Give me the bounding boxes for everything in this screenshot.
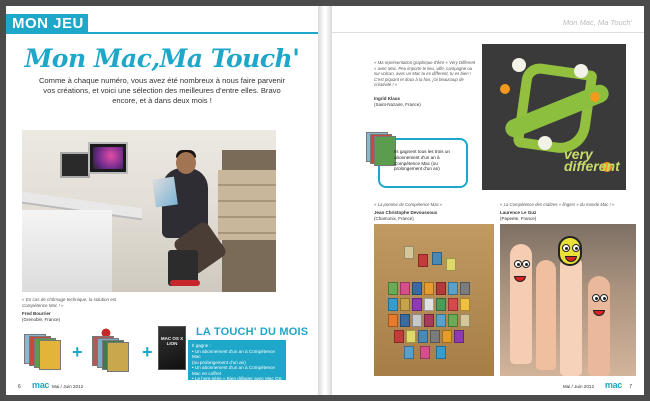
- issue-date: Mai / Juin 2012: [562, 384, 594, 389]
- yellow-cartoon-face: [558, 236, 582, 266]
- finger: [560, 254, 582, 376]
- boxes: [218, 170, 276, 240]
- prize-box: [188, 340, 286, 387]
- main-credit-name: Fred Bourrier: [22, 311, 51, 316]
- art-text-line: very: [564, 146, 593, 162]
- drawn-eye: [592, 294, 600, 302]
- credit-place-3: (Papeete, France): [500, 216, 537, 221]
- magazine-logo: mac: [604, 380, 622, 390]
- section-tab: MON JEU: [6, 14, 88, 34]
- section-rule: [88, 32, 318, 34]
- prize-item: • Un abonnement d'un an à Compétence Mac: [192, 348, 275, 359]
- plus-sign-2: +: [142, 342, 153, 362]
- reader-head: [176, 152, 196, 174]
- prize-title: LA TOUCH' DU MOIS: [196, 326, 309, 338]
- held-magazine: [152, 177, 178, 208]
- art-text-line: different: [564, 158, 620, 174]
- art-text: [564, 148, 620, 172]
- left-page: [6, 6, 318, 395]
- prize-item: • Un abonnement d'un an à Compétence Mac en coffret: [192, 365, 275, 376]
- very-different-artwork: [482, 44, 626, 190]
- page-title: Mon Mac,Ma Touch': [24, 44, 300, 73]
- art-orange-dot: [500, 84, 510, 94]
- quote-3: « La Compétence des maîtres « fingers » du monde Mac ! »: [500, 202, 615, 207]
- plus-sign-1: +: [72, 342, 83, 362]
- art-flower: [574, 64, 588, 78]
- magazine-stack-1: [24, 332, 64, 370]
- running-head: Mon Mac, Ma Touch': [562, 18, 632, 27]
- page-number: 7: [629, 384, 632, 390]
- magazine-stack-2: [92, 332, 132, 370]
- chair-base: [170, 280, 200, 286]
- lion-book-cover: [158, 326, 186, 370]
- credit-name-1: Ingrid Klaus: [374, 96, 401, 101]
- drawn-eye: [600, 294, 608, 302]
- desk-front: [22, 210, 112, 292]
- subscription-text: Ils gagnent tous les trois un abonnement d'un an à Compétence Mac (ou prolongement d'un an): [394, 149, 450, 172]
- imac-monitor: [88, 142, 128, 174]
- art-flower: [512, 58, 526, 72]
- main-photo: [22, 130, 276, 292]
- finger-puppets-photo: [500, 224, 636, 376]
- intro-text: Comme à chaque numéro, vous avez été nombreux à nous faire parvenir vos créations, et voici une sélection des meilleures d'entre elles. Bravo encore, et à dans deux mois !: [38, 76, 286, 105]
- prize-item: • Le hors-série « Bien débuter avec Mac OS X Lion ».: [192, 376, 282, 387]
- prize-item: (ou prolongement d'un an): [192, 359, 246, 365]
- issue-date: Mai / Juin 2012: [52, 384, 84, 389]
- magazine-logo: mac: [32, 380, 50, 390]
- apple-of-magazines-photo: [374, 224, 494, 376]
- finger: [588, 276, 610, 376]
- credit-place-2: (Chamonix, France): [374, 216, 414, 221]
- header-rule: [332, 32, 644, 33]
- finger: [536, 260, 556, 370]
- quote-2: « La pomme de Compétence Mac »: [374, 202, 443, 207]
- book-title: MAC OS X LION: [160, 336, 184, 346]
- drawn-eye: [514, 260, 522, 268]
- main-credit-place: (Grenoble, France): [22, 317, 61, 322]
- prize-intro: Il gagne :: [192, 343, 211, 348]
- quote-1: « Ma représentation graphique d'être « Very Different » avec Mac. Peu importe le lieu, ville, campagne ou sur volcan, avec un Mac tu es different, tu es bien ! C'est piquant et doux à la fois, j'ai beaucoup de créativité ! »: [374, 60, 476, 88]
- right-page: [332, 6, 644, 395]
- drawn-eye: [522, 260, 530, 268]
- credit-place-1: (Saint-Nazaire, France): [374, 102, 421, 107]
- page-number: 6: [18, 384, 21, 390]
- secondary-monitor: [60, 152, 90, 178]
- gutter: [318, 6, 332, 395]
- credit-name-3: Laurence Le Guz: [500, 210, 537, 215]
- magazine-stack-3: [366, 132, 396, 166]
- main-photo-caption: « En cas de chômage technique, la solution est Compétence Mac ! »: [22, 297, 117, 308]
- art-flower: [538, 136, 552, 150]
- credit-name-2: Jean Christophe Devoussoux: [374, 210, 438, 215]
- art-orange-dot: [590, 92, 600, 102]
